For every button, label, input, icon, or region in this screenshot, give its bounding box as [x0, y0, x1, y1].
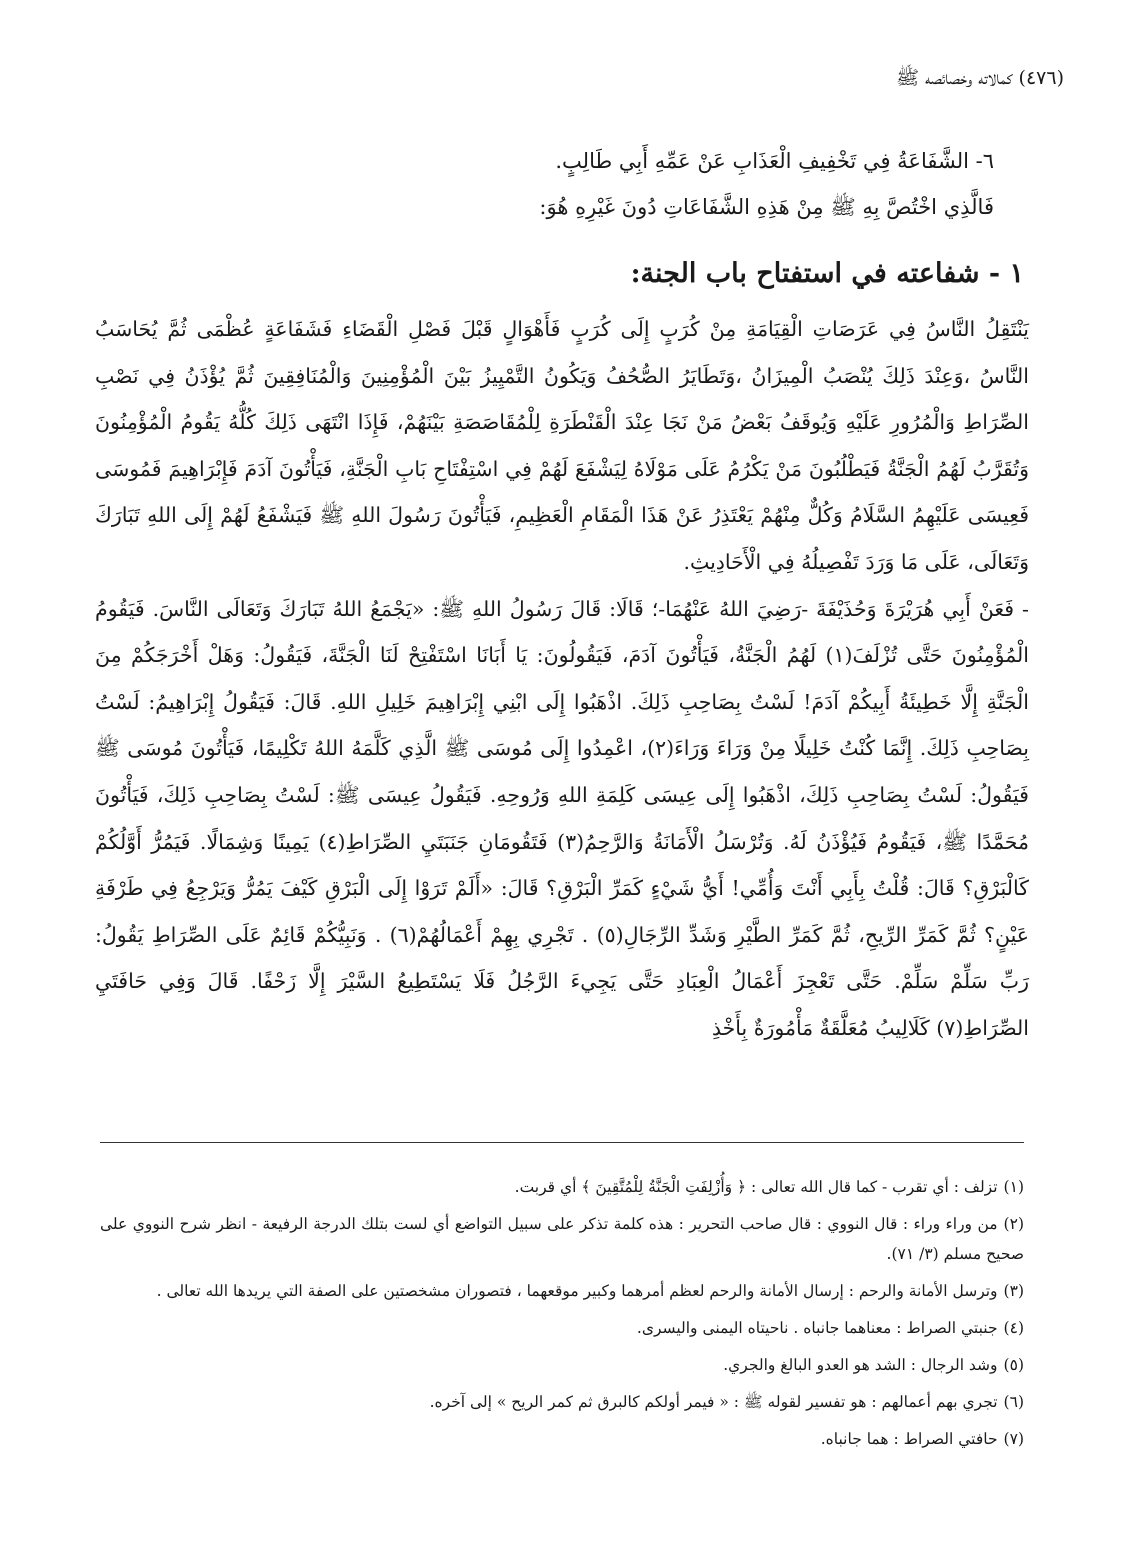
footnote-text: حافتي الصراط : هما جانباه.	[820, 1430, 998, 1448]
intro-line: فَالَّذِي اخْتُصَّ بِهِ ﷺ مِنْ هَذِهِ الشَّفَاعَاتِ دُونَ غَيْرِهِ هُوَ:	[539, 195, 994, 219]
intro-block	[114, 138, 994, 230]
section-title: ١ - شفاعته في استفتاح باب الجنة:	[630, 258, 1024, 289]
footnote-number: (٦)	[1003, 1393, 1024, 1411]
footnote	[100, 1350, 1024, 1380]
footnote-text: وترسل الأمانة والرحم : إرسال الأمانة والرحم لعظم أمرهما وكبير موقعهما ، فتصوران مشخصتين على الصفة التي يريدها الله تعالى .	[156, 1282, 998, 1300]
paragraph: يَنْتَقِلُ النَّاسُ فِي عَرَصَاتِ الْقِيَامَةِ مِنْ كُرَبٍ إِلَى كُرَبٍ فَأَهْوَالٍ قَبْلَ فَصْلِ الْقَضَاءِ فَشَفَاعَةٍ عُظْمَى ثُمَّ يُحَاسَبُ النَّاسُ ،وَعِنْدَ ذَلِكَ يُنْصَبُ الْمِيزَانُ ،وَتَطَايَرُ الصُّحُفُ وَيَكُونُ التَّمْيِيزُ بَيْنَ الْمُؤْمِنِينَ وَالْمُنَافِقِينَ ثُمَّ يُؤْذَنُ فِي نَصْبِ الصِّرَاطِ وَالْمُرُورِ عَلَيْهِ وَيُوقَفُ بَعْضُ مَنْ نَجَا عِنْدَ الْقَنْطَرَةِ لِلْمُقَاصَصَةِ بَيْنَهُمْ، فَإِذَا انْتَهَى ذَلِكَ كُلُّهُ يَقُومُ الْمُؤْمِنُونَ وَتُقَرَّبُ لَهُمُ الْجَنَّةُ فَيَطْلُبُونَ مَنْ يَكْرُمُ عَلَى مَوْلَاهُ لِيَشْفَعَ لَهُمْ فِي اسْتِفْتَاحِ بَابِ الْجَنَّةِ، فَيَأْتُونَ آدَمَ فَإِبْرَاهِيمَ فَمُوسَى فَعِيسَى عَلَيْهِمُ السَّلَامُ وَكُلٌّ مِنْهُمْ يَعْتَذِرُ عَنْ هَذَا الْمَقَامِ الْعَظِيمِ، فَيَأْتُونَ رَسُولَ اللهِ ﷺ فَيَشْفَعُ لَهُمْ إِلَى اللهِ تَبَارَكَ وَتَعَالَى، عَلَى مَا وَرَدَ تَفْصِيلُهُ فِي الْأَحَادِيثِ.	[95, 317, 1029, 574]
footnote-text: جنبتي الصراط : معناهما جانباه . ناحيتاه اليمنى واليسرى.	[636, 1319, 998, 1337]
footnote-number: (٧)	[1003, 1430, 1024, 1448]
footnote-divider	[100, 1142, 1024, 1143]
footnote	[100, 1424, 1024, 1454]
footnote	[100, 1276, 1024, 1306]
footnote-text: وشد الرجال : الشد هو العدو البالغ والجري.	[723, 1356, 998, 1374]
footnotes	[100, 1172, 1024, 1461]
footnote-number: (٢)	[1003, 1215, 1024, 1233]
footnote-text: تزلف : أي تقرب - كما قال الله تعالى : ﴿ وَأُزْلِفَتِ الْجَنَّةُ لِلْمُتَّقِينَ ﴾ أي قربت.	[514, 1178, 998, 1196]
footnote-number: (٥)	[1003, 1356, 1024, 1374]
footnote-number: (١)	[1003, 1178, 1024, 1196]
footnote	[100, 1387, 1024, 1417]
paragraph: - فَعَنْ أَبِي هُرَيْرَةَ وَحُذَيْفَةَ -رَضِيَ اللهُ عَنْهُمَا-؛ قَالَا: قَالَ رَسُولُ اللهِ ﷺ: «يَجْمَعُ اللهُ تَبَارَكَ وَتَعَالَى النَّاسَ. فَيَقُومُ الْمُؤْمِنُونَ حَتَّى تُزْلَفَ(١) لَهُمُ الْجَنَّةُ، فَيَأْتُونَ آدَمَ، فَيَقُولُونَ: يَا أَبَانَا اسْتَفْتِحْ لَنَا الْجَنَّةَ، فَيَقُولُ: وَهَلْ أَخْرَجَكُمْ مِنَ الْجَنَّةِ إِلَّا خَطِيئَةُ أَبِيكُمْ آدَمَ! لَسْتُ بِصَاحِبِ ذَلِكَ. اذْهَبُوا إِلَى ابْنِي إِبْرَاهِيمَ خَلِيلِ اللهِ. قَالَ: فَيَقُولُ إِبْرَاهِيمُ: لَسْتُ بِصَاحِبِ ذَلِكَ. إِنَّمَا كُنْتُ خَلِيلًا مِنْ وَرَاءَ وَرَاءَ(٢)، اعْمِدُوا إِلَى مُوسَى ﷺ الَّذِي كَلَّمَهُ اللهُ تَكْلِيمًا، فَيَأْتُونَ مُوسَى ﷺ فَيَقُولُ: لَسْتُ بِصَاحِبِ ذَلِكَ، اذْهَبُوا إِلَى عِيسَى كَلِمَةِ اللهِ وَرُوحِهِ. فَيَقُولُ عِيسَى ﷺ: لَسْتُ بِصَاحِبِ ذَلِكَ، فَيَأْتُونَ مُحَمَّدًا ﷺ، فَيَقُومُ فَيُؤْذَنُ لَهُ. وَتُرْسَلُ الْأَمَانَةُ وَالرَّحِمُ(٣) فَتَقُومَانِ جَنَبَتَيِ الصِّرَاطِ(٤) يَمِينًا وَشِمَالًا. فَيَمُرُّ أَوَّلُكُمْ كَالْبَرْقِ؟ قَالَ: قُلْتُ بِأَبِي أَنْتَ وَأُمِّي! أَيُّ شَيْءٍ كَمَرِّ الْبَرْقِ؟ قَالَ: «أَلَمْ تَرَوْا إِلَى الْبَرْقِ كَيْفَ يَمُرُّ وَيَرْجِعُ فِي طَرْفَةِ عَيْنٍ؟ ثُمَّ كَمَرِّ الرِّيحِ، ثُمَّ كَمَرِّ الطَّيْرِ وَشَدِّ الرِّجَالِ(٥) . تَجْرِي بِهِمْ أَعْمَالُهُمْ(٦) . وَنَبِيُّكُمْ قَائِمٌ عَلَى الصِّرَاطِ يَقُولُ: رَبِّ سَلِّمْ سَلِّمْ. حَتَّى تَعْجِزَ أَعْمَالُ الْعِبَادِ حَتَّى يَجِيءَ الرَّجُلُ فَلَا يَسْتَطِيعُ السَّيْرَ إِلَّا زَحْفًا. قَالَ وَفِي حَافَتَيِ الصِّرَاطِ(٧) كَلَالِيبُ مُعَلَّقَةٌ مَأْمُورَةٌ بِأَخْذِ	[95, 596, 1030, 1040]
footnote-number: (٣)	[1003, 1282, 1024, 1300]
footnote-number: (٤)	[1003, 1319, 1024, 1337]
body-text	[95, 306, 1029, 1052]
footnote	[100, 1313, 1024, 1343]
footnote	[100, 1209, 1024, 1269]
footnote	[100, 1172, 1024, 1202]
running-head: (٤٧٦) كمالاته وخصائصه ﷺ	[896, 67, 1064, 89]
footnote-text: من وراء وراء : قال النووي : قال صاحب التحرير : هذه كلمة تذكر على سبيل التواضع أي لست بتلك الدرجة الرفيعة - انظر شرح النووي على صحيح مسلم (٣/ ٧١).	[100, 1215, 1024, 1263]
footnote-text: تجري بهم أعمالهم : هو تفسير لقوله ﷺ : « فيمر أولكم كالبرق ثم كمر الريح » إلى آخره.	[429, 1393, 998, 1411]
intro-line: ٦- الشَّفَاعَةُ فِي تَخْفِيفِ الْعَذَابِ عَنْ عَمِّهِ أَبِي طَالِبٍ.	[555, 149, 994, 173]
